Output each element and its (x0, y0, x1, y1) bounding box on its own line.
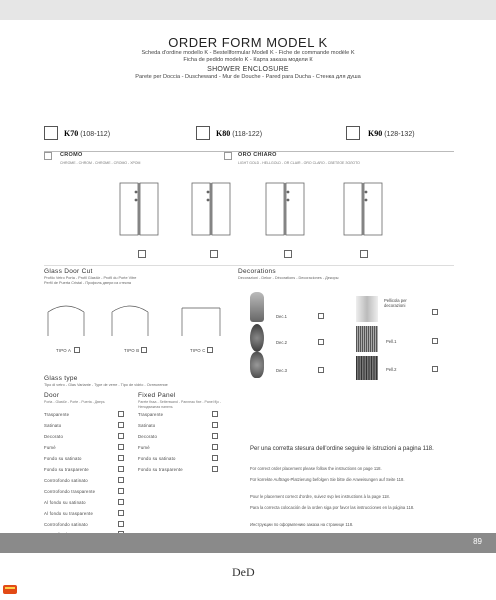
pell2-label: Pell.2 (386, 367, 397, 372)
instructions-lead: Per una corretta stesura dell'ordine seguire le istruzioni a pagina 118. (250, 446, 434, 452)
instructions-es: Para la correcta colocación de la orden siga por favor las instrucciones en la página 118. (250, 505, 415, 510)
page-number: 89 (473, 537, 482, 546)
gold-translations: LIGHT GOLD - HELLGOLD - OR CLAIR - ORO CLARO - СВЕТЛОЕ ЗОЛОТО (238, 161, 360, 165)
fixed-option-1-checkbox[interactable] (212, 411, 218, 417)
dec3-image (250, 352, 264, 378)
glass-type-translations: Tipo di vetro - Glas Variante - Type de verre - Tipo de vidrio - Остекление (44, 383, 168, 387)
door-variant-2-checkbox[interactable] (210, 250, 218, 258)
dec1-image (250, 292, 264, 322)
fixed-option-2-checkbox[interactable] (212, 422, 218, 428)
gold-label: ORO CHIARO (238, 152, 277, 158)
divider (44, 265, 454, 266)
cut-type-a-checkbox[interactable] (74, 347, 80, 353)
door-option-3: Decorato (44, 434, 64, 439)
door-variant-1-checkbox[interactable] (138, 250, 146, 258)
title-translations-2: Ficha de pedido modelo K - Карта заказа модели К (183, 57, 313, 63)
fixed-option-3: Decorato (138, 434, 158, 439)
model-k90-label: K90 (128-132) (368, 129, 415, 138)
fixed-panel-heading: Fixed Panel (138, 392, 176, 399)
footer-bar (0, 533, 496, 553)
chrome-label: CROMO (60, 152, 83, 158)
dec2-checkbox[interactable] (318, 339, 324, 345)
door-option-5: Fondo su satinato (44, 456, 82, 461)
door-variant-3-checkbox[interactable] (284, 250, 292, 258)
door-option-4: Fumè (44, 445, 56, 450)
fixed-option-4: Fumè (138, 445, 150, 450)
cut-type-c-checkbox[interactable] (207, 347, 213, 353)
door-option-1: Trasparente (44, 412, 70, 417)
film-label: Pellicola per decorazioni (384, 298, 407, 308)
dec3-label: Dec.3 (276, 368, 287, 373)
model-k80-label: K80 (118-122) (216, 129, 263, 138)
pell2-checkbox[interactable] (432, 366, 438, 372)
door-option-2: Satinato (44, 423, 62, 428)
fixed-option-3-checkbox[interactable] (212, 433, 218, 439)
door-glass-translations: Porta - Glastür - Porte - Puerta - Дверь (44, 400, 105, 404)
model-k90-checkbox[interactable] (346, 126, 360, 140)
door-option-10: Al fondo su trasparente (44, 511, 94, 516)
fixed-option-2: Satinato (138, 423, 156, 428)
instructions-fr: Pour le placement correct d'ordre, suivez svp les instructions à la page 118. (250, 494, 390, 499)
fixed-option-6-checkbox[interactable] (212, 466, 218, 472)
door-variant-4-checkbox[interactable] (360, 250, 368, 258)
glass-cut-translations-2: Perfil de Puerta Cristal - Профиль двери из стекла (44, 281, 132, 285)
pell2-image (356, 356, 378, 380)
fixed-option-5: Fondo su satinato (138, 456, 176, 461)
door-variant-2 (192, 183, 230, 235)
decorations-translations: Decorazioni - Dekor - Décorations - Decoraciones - Декоры (238, 276, 339, 280)
door-option-11-checkbox[interactable] (118, 521, 124, 527)
door-option-9-checkbox[interactable] (118, 499, 124, 505)
glass-cut-drawings (44, 300, 224, 342)
door-option-4-checkbox[interactable] (118, 444, 124, 450)
top-band (0, 0, 496, 20)
model-k70-checkbox[interactable] (44, 126, 58, 140)
door-option-6-checkbox[interactable] (118, 466, 124, 472)
chrome-translations: CHROME - CHROM - CHROME - CROMO - ХРОМ (60, 161, 141, 165)
door-option-11: Controfondo satinato (44, 522, 88, 527)
brand-logo: DeD (232, 565, 255, 579)
film-checkbox[interactable] (432, 309, 438, 315)
fixed-option-4-checkbox[interactable] (212, 444, 218, 450)
door-option-8-checkbox[interactable] (118, 488, 124, 494)
pell1-label: Pell.1 (386, 339, 397, 344)
door-variant-4 (344, 183, 382, 235)
dec3-checkbox[interactable] (318, 367, 324, 373)
title-translations: Scheda d'ordine modello K - Bestellformular Modell K - Fiche de commande modèle K (141, 50, 355, 56)
cut-type-c-label: TIPO C (190, 348, 206, 353)
cut-type-b-checkbox[interactable] (141, 347, 147, 353)
door-option-10-checkbox[interactable] (118, 510, 124, 516)
dec2-label: Dec.2 (276, 340, 287, 345)
door-option-5-checkbox[interactable] (118, 455, 124, 461)
door-option-7-checkbox[interactable] (118, 477, 124, 483)
door-variant-3 (266, 183, 304, 235)
cut-type-b-label: TIPO B (124, 348, 140, 353)
instructions-ru: Инструкции по оформлению заказа на странице 118. (250, 522, 354, 527)
cut-type-a-label: TIPO A (56, 348, 72, 353)
glass-cut-translations: Profilo Vetro Porta - Profil Glastür - Profil du Porte Vitre (44, 276, 137, 280)
door-option-3-checkbox[interactable] (118, 433, 124, 439)
door-option-8: Controfondo trasparente (44, 489, 96, 494)
dec1-checkbox[interactable] (318, 313, 324, 319)
dec1-label: Dec.1 (276, 314, 287, 319)
gold-swatch (224, 152, 232, 160)
decorations-heading: Decorations (238, 268, 276, 275)
dec2-image (250, 324, 264, 352)
cut-a-arch (48, 306, 84, 312)
fixed-option-1: Trasparente (138, 412, 164, 417)
glass-type-heading: Glass type (44, 375, 78, 382)
door-option-6: Fondo su trasparente (44, 467, 89, 472)
model-k70-label: K70 (108-112) (64, 129, 111, 138)
fixed-option-5-checkbox[interactable] (212, 455, 218, 461)
fixed-option-6: Fondo su trasparente (138, 467, 183, 472)
section-translations: Parete per Doccia - Duschewand - Mur de Douche - Pared para Ducha - Стенка для душа (135, 74, 361, 80)
door-variant-1 (120, 183, 158, 235)
fixed-panel-translations: Parete fissa - Seitenwand - Panneau fixe - Panel fijo - Неподвижная панель (138, 400, 222, 409)
pell1-image (356, 326, 378, 352)
section-title: SHOWER ENCLOSURE (207, 66, 289, 73)
door-glass-heading: Door (44, 392, 60, 399)
instructions-en: For correct order placement please follow the instructions on page 118. (250, 466, 382, 471)
door-option-9: Al fondo su satinato (44, 500, 86, 505)
pell1-checkbox[interactable] (432, 338, 438, 344)
door-option-7: Controfondo satinato (44, 478, 88, 483)
model-k80-checkbox[interactable] (196, 126, 210, 140)
door-option-1-checkbox[interactable] (118, 411, 124, 417)
door-option-2-checkbox[interactable] (118, 422, 124, 428)
film-sample-image (356, 296, 378, 322)
chrome-swatch (44, 152, 52, 160)
corner-logo-icon (2, 583, 18, 595)
cut-b-arch (112, 306, 148, 312)
door-drawings (100, 178, 440, 240)
glass-cut-heading: Glass Door Cut (44, 268, 93, 275)
page-title: ORDER FORM MODEL K (168, 35, 328, 50)
instructions-de: Für korrekte Auftrags-Platzierung befolgen Sie bitte die Anweisungen auf Seite 118. (250, 477, 405, 482)
